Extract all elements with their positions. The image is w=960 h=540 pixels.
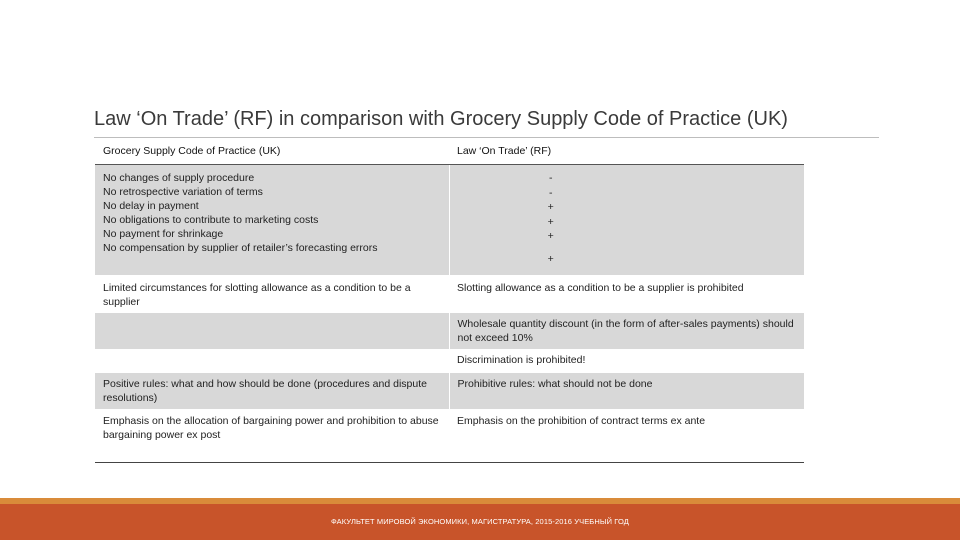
uk-rule-type-cell: Positive rules: what and how should be done (procedures and dispute resolutions) bbox=[95, 373, 449, 409]
footer-accent-stripe bbox=[0, 498, 960, 504]
rf-marks-cell bbox=[449, 165, 804, 276]
rf-mark: + bbox=[547, 252, 554, 265]
comparison-table bbox=[95, 139, 804, 463]
uk-rule-line: No delay in payment bbox=[103, 200, 199, 212]
rf-mark: + bbox=[547, 201, 554, 213]
rf-mark: + bbox=[547, 230, 554, 242]
uk-prohibitions-cell bbox=[95, 165, 449, 276]
uk-rule-line: No compensation by supplier of retailer’s forecasting errors bbox=[103, 242, 378, 254]
uk-discount-cell bbox=[95, 313, 449, 349]
rf-discrimination-cell: Discrimination is prohibited! bbox=[457, 354, 586, 366]
rf-emphasis-cell: Emphasis on the prohibition of contract terms ex ante bbox=[449, 409, 804, 463]
rf-mark: - bbox=[549, 186, 553, 199]
table-row bbox=[95, 275, 804, 313]
table-row bbox=[95, 409, 804, 463]
rf-mark: - bbox=[549, 172, 553, 184]
rf-mark: + bbox=[547, 215, 554, 228]
slide-title: Law ‘On Trade’ (RF) in comparison with Grocery Supply Code of Practice (UK) bbox=[94, 108, 788, 130]
uk-rule-line: No changes of supply procedure bbox=[103, 172, 255, 184]
table-row bbox=[95, 313, 804, 349]
uk-rule-line: No retrospective variation of terms bbox=[103, 186, 263, 198]
uk-emphasis-cell: Emphasis on the allocation of bargaining power and prohibition to abuse bargaining power ex post bbox=[95, 409, 449, 463]
uk-rule-line: No payment for shrinkage bbox=[103, 228, 224, 240]
header-rf-law: Law ‘On Trade’ (RF) bbox=[449, 139, 804, 165]
uk-discrimination-cell bbox=[95, 349, 449, 373]
header-uk-code: Grocery Supply Code of Practice (UK) bbox=[95, 139, 449, 165]
table-row bbox=[95, 349, 804, 373]
table-header-row bbox=[95, 139, 804, 165]
uk-rule-line: No obligations to contribute to marketing costs bbox=[103, 214, 319, 226]
table-row bbox=[95, 165, 804, 276]
rf-slotting-cell: Slotting allowance as a condition to be a supplier is prohibited bbox=[457, 282, 744, 294]
title-divider bbox=[94, 137, 879, 138]
uk-slotting-cell: Limited circumstances for slotting allowance as a condition to be a supplier bbox=[103, 282, 411, 308]
rf-rule-type-cell: Prohibitive rules: what should not be done bbox=[449, 373, 804, 409]
rf-discount-cell: Wholesale quantity discount (in the form of after-sales payments) should not exceed 10% bbox=[449, 313, 804, 349]
table-row bbox=[95, 373, 804, 409]
footer-caption: ФАКУЛЬТЕТ МИРОВОЙ ЭКОНОМИКИ, МАГИСТРАТУРА, 2015-2016 УЧЕБНЫЙ ГОД bbox=[331, 517, 629, 526]
